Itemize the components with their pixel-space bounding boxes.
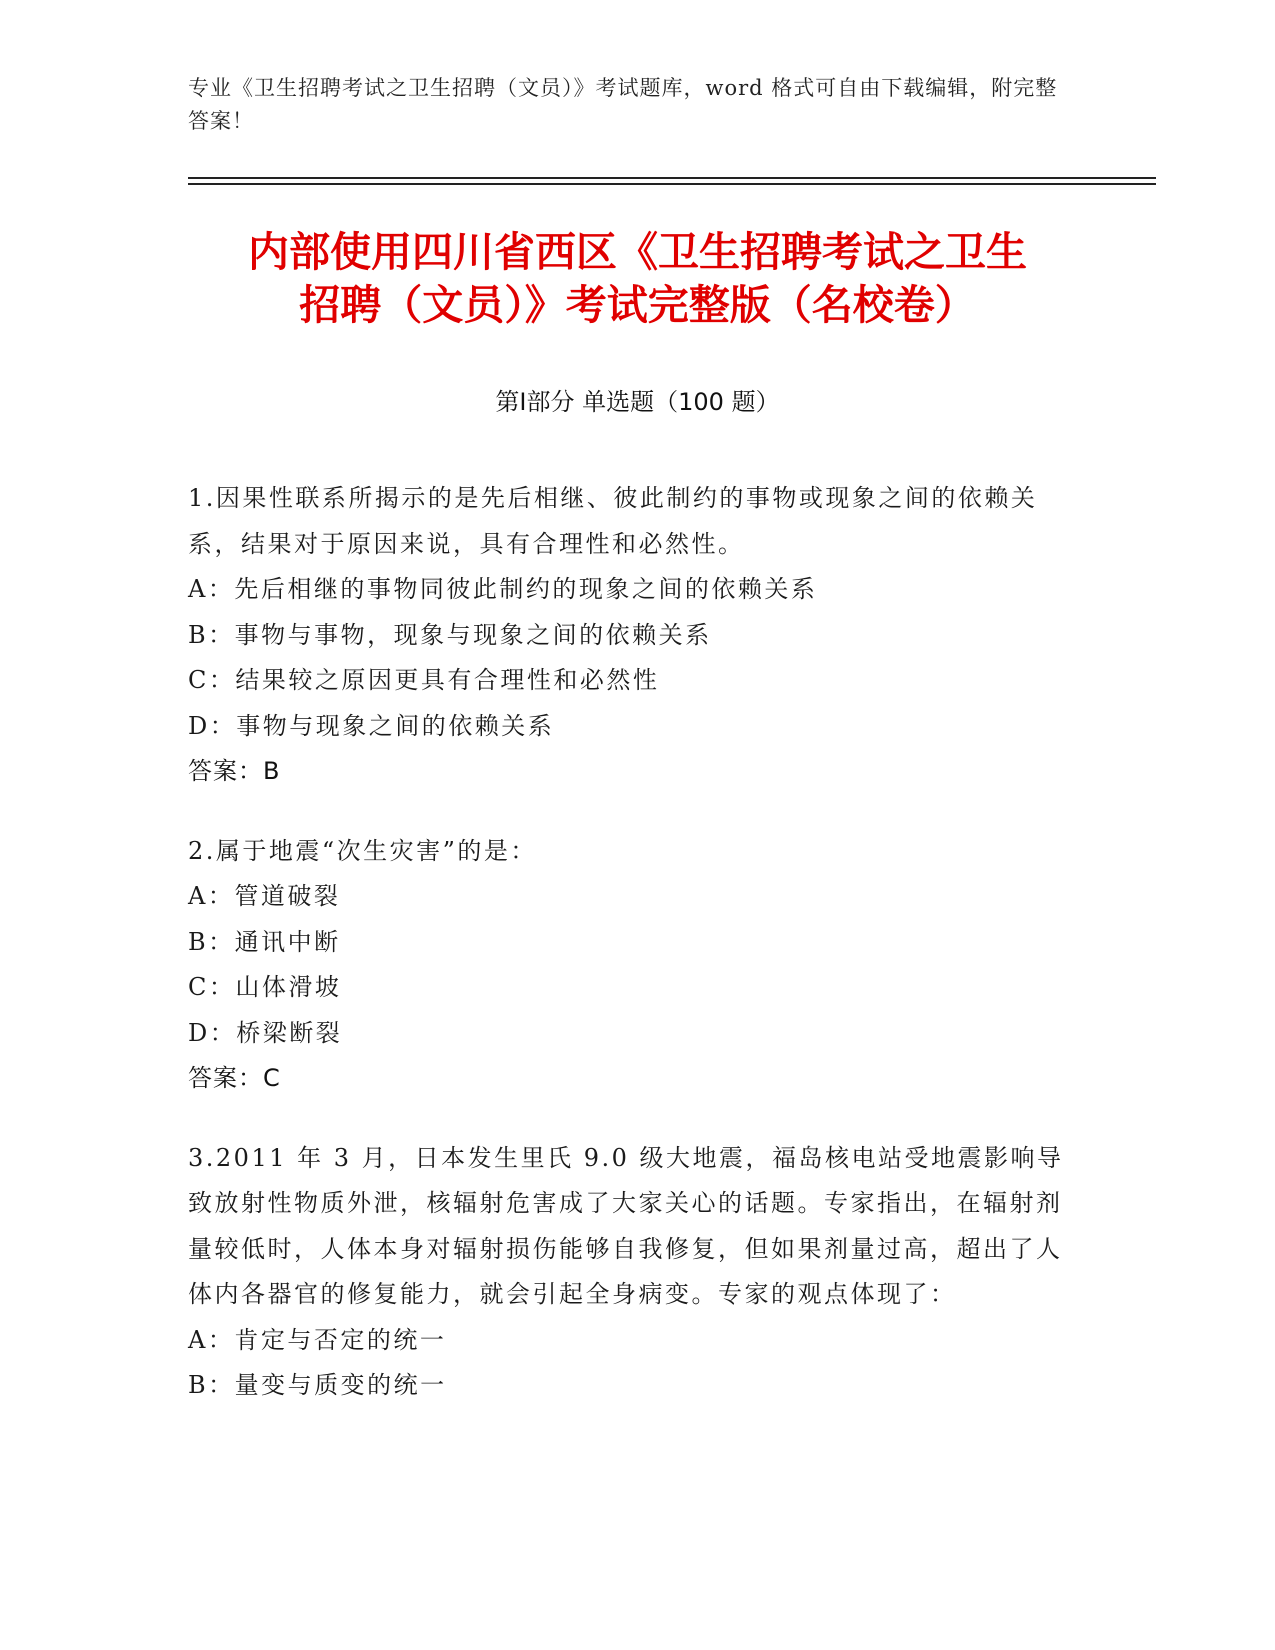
option-c: C：山体滑坡 [188, 973, 342, 1001]
option-a: A：先后相继的事物同彼此制约的现象之间的依赖关系 [188, 575, 818, 603]
document-title-line-1: 内部使用四川省西区《卫生招聘考试之卫生 [248, 228, 1027, 276]
option-a: A：管道破裂 [188, 882, 341, 910]
question-2 [188, 829, 1068, 1102]
option-b: B：事物与事物，现象与现象之间的依赖关系 [188, 620, 712, 649]
question-list [188, 476, 1068, 1443]
section-heading: 第Ⅰ部分 单选题（100 题） [495, 388, 780, 416]
answer-line: 答案：B [188, 757, 281, 785]
option-d: D：桥梁断裂 [188, 1018, 343, 1047]
answer-line: 答案：C [188, 1064, 281, 1092]
question-3 [188, 1136, 1068, 1409]
question-stem: 3.2011 年 3 月，日本发生里氏 9.0 级大地震，福岛核电站受地震影响导致放射性物质外泄，核辐射危害成了大家关心的话题。专家指出，在辐射剂量较低时，人体本身对辐射损伤能够自我修复，但如果剂量过高，超出了人体内各器官的修复能力，就会引起全身病变。专家的观点体现了： [188, 1143, 1064, 1308]
header-divider-bottom [188, 183, 1156, 185]
option-a: A：肯定与否定的统一 [188, 1325, 447, 1354]
header-divider-top [188, 177, 1156, 179]
option-b: B：量变与质变的统一 [188, 1371, 447, 1399]
option-c: C：结果较之原因更具有合理性和必然性 [188, 666, 660, 694]
question-stem: 2.属于地震“次生灾害”的是： [188, 836, 537, 865]
question-1 [188, 476, 1068, 795]
question-stem: 1.因果性联系所揭示的是先后相继、彼此制约的事物或现象之间的依赖关系，结果对于原因来说，具有合理性和必然性。 [188, 484, 1038, 558]
document-title-line-2: 招聘（文员）》考试完整版（名校卷） [299, 281, 976, 329]
document-title [150, 226, 1125, 332]
header-note: 专业《卫生招聘考试之卫生招聘（文员）》考试题库，word 格式可自由下载编辑，附完整答案！ [188, 76, 1058, 133]
option-d: D：事物与现象之间的依赖关系 [188, 711, 555, 740]
option-b: B：通讯中断 [188, 927, 341, 956]
